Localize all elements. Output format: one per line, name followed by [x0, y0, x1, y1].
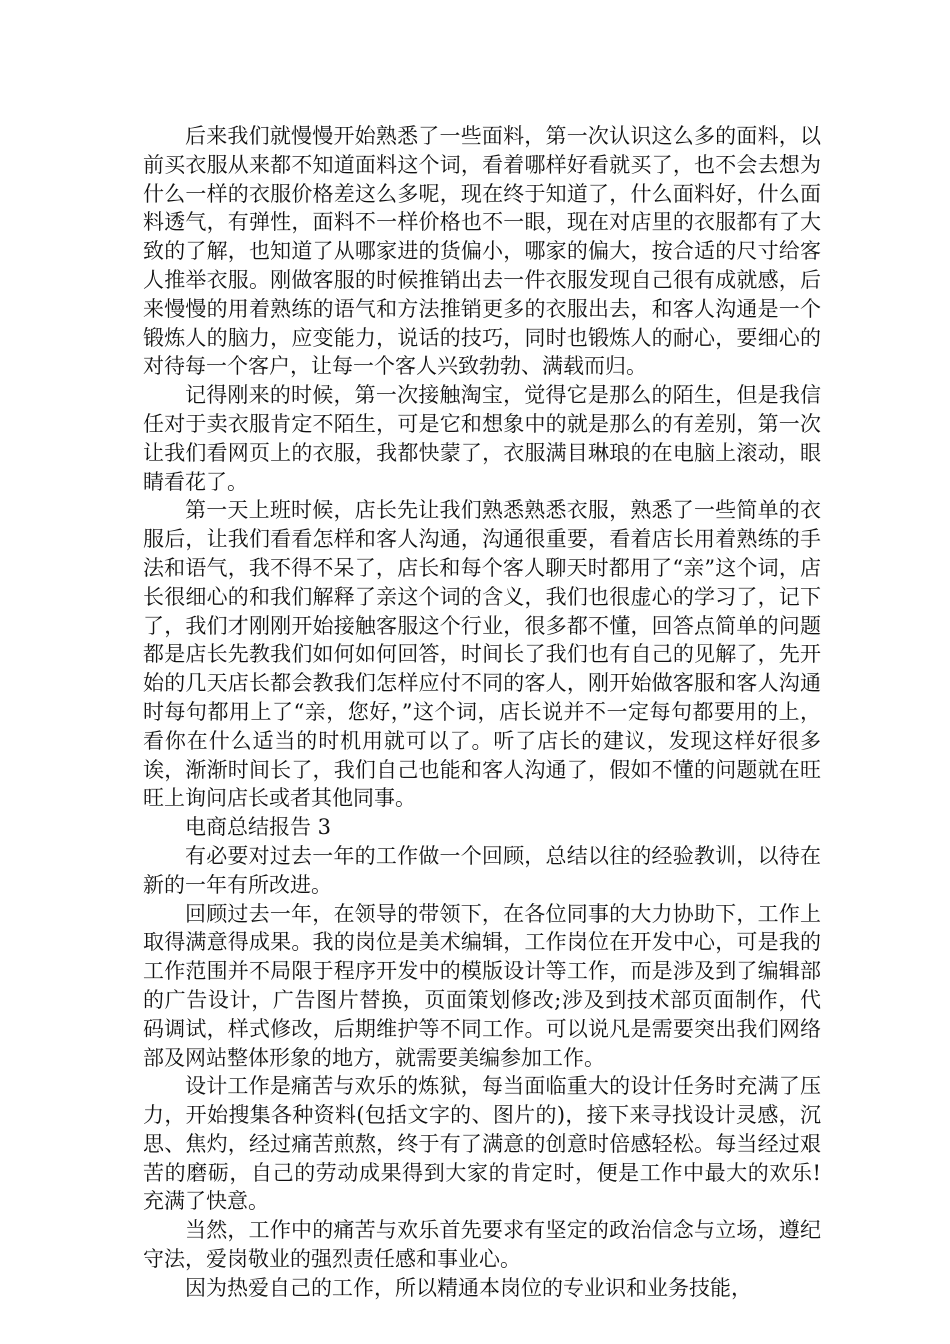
- paragraph-passion: 因为热爱自己的工作，所以精通本岗位的专业识和业务技能，: [185, 1275, 752, 1300]
- paragraph-design-work: 设计工作是痛苦与欢乐的炼狱，每当面临重大的设计任务时充满了压力，开始搜集各种资料(包括文字的、图片的)，接下来寻找设计灵感，沉思、焦灼，经过痛苦煎熬，终于有了满意的创意时倍感轻松。每当经过艰苦的磨砺，自己的劳动成果得到大家的肯定时，便是工作中最大的欢乐!充满了快意。: [143, 1074, 821, 1214]
- section-title: 电商总结报告 3: [185, 815, 332, 840]
- paragraph-fabrics: 后来我们就慢慢开始熟悉了一些面料，第一次认识这么多的面料，以前买衣服从来都不知道面料这个词，看着哪样好看就买了，也不会去想为什么一样的衣服价格差这么多呢，现在终于知道了，什么面料好，什么面料透气，有弹性，面料不一样价格也不一眼，现在对店里的衣服都有了大致的了解，也知道了从哪家进的货偏小，哪家的偏大，按合适的尺寸给客人推举衣服。刚做客服的时候推销出去一件衣服发现自己很有成就感，后来慢慢的用着熟练的语气和方法推销更多的衣服出去，和客人沟通是一个锻炼人的脑力，应变能力，说话的技巧，同时也锻炼人的耐心，要细心的对待每一个客户，让每一个客人兴致勃勃、满载而归。: [143, 124, 821, 379]
- paragraph-belief: 当然，工作中的痛苦与欢乐首先要求有坚定的政治信念与立场，遵纪守法，爱岗敬业的强烈责任感和事业心。: [143, 1218, 821, 1272]
- paragraph-first-day: 第一天上班时候，店长先让我们熟悉熟悉衣服，熟悉了一些简单的衣服后，让我们看看怎样和客人沟通，沟通很重要，看着店长用着熟练的手法和语气，我不得不呆了，店长和每个客人聊天时都用了“亲”这个词，店长很细心的和我们解释了亲这个词的含义，我们也很虚心的学习了，记下了，我们才刚刚开始接触客服这个行业，很多都不懂，回答点简单的问题都是店长先教我们如何如何回答，时间长了我们也有自己的见解了，先开始的几天店长都会教我们怎样应付不同的客人，刚开始做客服和客人沟通时每句都用上了“亲，您好，”这个词，店长说并不一定每句都要用的上，看你在什么适当的时机用就可以了。听了店长的建议，发现这样好很多诶，渐渐时间长了，我们自己也能和客人沟通了，假如不懂的问题就在旺旺上询问店长或者其他同事。: [143, 498, 821, 811]
- paragraph-review-intro: 有必要对过去一年的工作做一个回顾，总结以往的经验教训，以待在新的一年有所改进。: [143, 843, 821, 897]
- paragraph-first-taobao: 记得刚来的时候，第一次接触淘宝，觉得它是那么的陌生，但是我信任对于卖衣服肯定不陌生，可是它和想象中的就是那么的有差别，第一次让我们看网页上的衣服，我都快蒙了，衣服满目琳琅的在电脑上滚动，眼睛看花了。: [143, 383, 821, 494]
- paragraph-review-year: 回顾过去一年，在领导的带领下，在各位同事的大力协助下，工作上取得满意得成果。我的岗位是美术编辑，工作岗位在开发中心，可是我的工作范围并不局限于程序开发中的模版设计等工作，而是涉及到了编辑部的广告设计，广告图片替换，页面策划修改;涉及到技术部页面制作，代码调试，样式修改，后期维护等不同工作。可以说凡是需要突出我们网络部及网站整体形象的地方，就需要美编参加工作。: [143, 901, 821, 1070]
- document-page: [143, 122, 821, 1303]
